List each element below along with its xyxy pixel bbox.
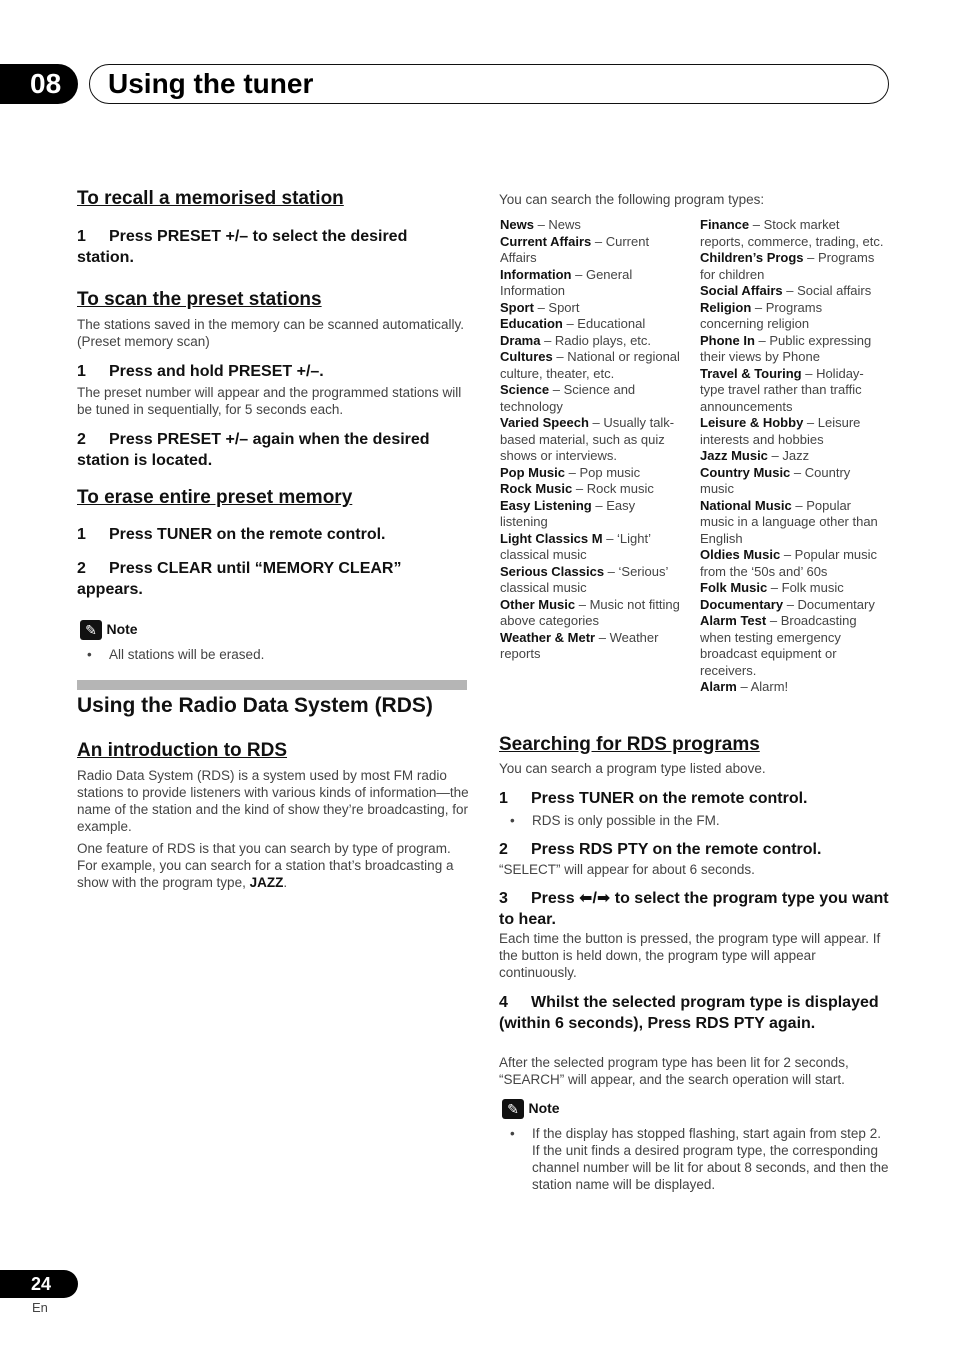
program-type-entry (500, 415, 686, 465)
program-type-description: – Rock music (572, 481, 654, 496)
program-type-entry (700, 679, 886, 696)
program-type-entry (500, 300, 686, 317)
note-label: Note (528, 1100, 560, 1117)
program-type-name: Cultures (500, 349, 553, 364)
search-heading: Searching for RDS programs (499, 734, 760, 755)
program-type-description: – General Information (500, 266, 633, 298)
program-type-description: – Popular music in a language other than English (700, 497, 878, 546)
program-types-column-2 (700, 217, 886, 696)
program-type-description: – Music not fitting above categories (500, 596, 680, 628)
program-type-name: Rock Music (500, 481, 573, 496)
program-type-name: Religion (700, 299, 752, 315)
erase-note (80, 620, 138, 640)
program-type-name: Documentary (700, 596, 784, 612)
program-types-intro: You can search the following program types: (499, 192, 765, 207)
search-note (502, 1099, 560, 1119)
search-note-bullet: • If the display has stopped flashing, start again from step 2. If the unit finds a desired program type, the corresponding channel number will be lit for about 8 seconds, and then the station name will be displayed. (510, 1126, 889, 1192)
program-type-name: Serious Classics (500, 563, 605, 579)
program-type-description: – Stock market reports, commerce, trading, etc. (700, 217, 884, 249)
program-type-name: Finance (700, 217, 750, 232)
search-step-2-body: “SELECT” will appear for about 6 seconds. (499, 862, 755, 877)
program-type-description: – Holiday-type travel rather than traffic announcements (700, 365, 864, 414)
program-type-name: Sport (500, 299, 534, 315)
program-type-name: National Music (700, 497, 792, 513)
program-type-description: – News (533, 217, 581, 232)
scan-step-1: 1 Press and hold PRESET +/–. (77, 363, 324, 380)
program-type-entry (500, 498, 686, 531)
program-type-description: – Folk music (767, 580, 844, 595)
program-type-description: – Leisure interests and hobbies (700, 415, 861, 447)
program-type-name: Oldies Music (700, 547, 781, 562)
erase-step-2: 2 Press CLEAR until “MEMORY CLEAR” appears. (77, 560, 402, 598)
program-type-name: Easy Listening (500, 497, 592, 513)
program-type-entry (500, 382, 686, 415)
program-type-description: – Country music (700, 464, 851, 496)
program-type-name: Science (500, 382, 550, 397)
program-type-description: – Jazz (767, 448, 810, 463)
pencil-note-icon: ✎ (502, 1099, 524, 1119)
recall-step-1: 1 Press PRESET +/– to select the desired station. (77, 228, 408, 266)
program-type-entry (500, 481, 686, 498)
program-type-entry (700, 300, 886, 333)
section-divider-bar (77, 680, 467, 690)
search-step-3-body: Each time the button is pressed, the program type will appear. If the button is held down, the program type will appear continuously. (499, 931, 881, 980)
rds-intro-para-2: One feature of RDS is that you can search by type of program. For example, you can search for a station that’s broadcasting a show with the program type, JAZZ. (77, 841, 454, 890)
erase-step-1: 1 Press TUNER on the remote control. (77, 526, 386, 543)
program-type-name: Pop Music (500, 464, 566, 480)
program-type-entry (700, 217, 886, 250)
program-type-description: – Social affairs (782, 283, 872, 298)
search-step-4: 4 Whilst the selected program type is displayed (within 6 seconds), Press RDS PTY again. (499, 994, 879, 1032)
program-type-description: – Sport (533, 299, 580, 315)
chapter-title: Using the tuner (108, 68, 314, 99)
recall-heading: To recall a memorised station (77, 188, 344, 209)
program-type-entry (700, 415, 886, 448)
erase-note-bullet: • All stations will be erased. (87, 647, 265, 662)
program-type-name: Drama (500, 332, 541, 348)
program-type-name: Travel & Touring (700, 365, 802, 381)
program-type-description: – Popular music from the ‘50s and’ 60s (700, 547, 878, 579)
erase-heading: To erase entire preset memory (77, 487, 353, 508)
program-type-description: – Programs concerning religion (700, 299, 823, 331)
program-type-entry (500, 316, 686, 333)
program-type-name: Varied Speech (500, 415, 589, 430)
chapter-number-badge: 08 (0, 64, 78, 104)
pencil-note-icon: ✎ (80, 620, 102, 640)
program-type-name: Social Affairs (700, 283, 783, 298)
program-type-name: Folk Music (700, 580, 768, 595)
search-step-3: 3 Press ⬅/➡ to select the program type you want to hear. (499, 890, 889, 928)
program-type-entry (700, 283, 886, 300)
program-type-name: Weather & Metr (500, 629, 596, 645)
program-type-entry (700, 597, 886, 614)
program-type-description: – Educational (562, 316, 646, 331)
program-type-name: Jazz Music (700, 448, 768, 463)
search-step-2: 2 Press RDS PTY on the remote control. (499, 841, 822, 858)
program-type-description: – Radio plays, etc. (540, 332, 652, 348)
program-type-entry (700, 366, 886, 416)
program-type-description: – Science and technology (500, 382, 636, 414)
program-type-entry (700, 465, 886, 498)
program-type-entry (700, 580, 886, 597)
program-type-description: – Alarm! (736, 679, 789, 694)
program-type-entry (500, 267, 686, 300)
page-number-badge: 24 (0, 1270, 78, 1298)
program-type-entry (700, 498, 886, 548)
scan-intro: The stations saved in the memory can be scanned automatically. (Preset memory scan) (77, 317, 464, 349)
program-type-entry (500, 564, 686, 597)
program-type-name: Light Classics M (500, 530, 603, 546)
rds-section-heading: Using the Radio Data System (RDS) (77, 694, 433, 717)
program-type-description: – Current Affairs (500, 233, 650, 265)
program-type-name: Current Affairs (500, 233, 592, 249)
program-type-name: Other Music (500, 596, 576, 612)
left-right-arrows-icon: ⬅/➡ (579, 890, 611, 907)
program-type-entry (500, 333, 686, 350)
program-type-description: – Weather reports (500, 629, 659, 661)
scan-step-1-body: The preset number will appear and the programmed stations will be tuned in sequentially, for 5 seconds each. (77, 385, 462, 417)
rds-intro-para-1: Radio Data System (RDS) is a system used by most FM radio stations to provide listeners with various kinds of information—the name of the station and the kind of show they’re broadcasting, for example. (77, 768, 469, 834)
program-type-entry (500, 217, 686, 234)
program-type-entry (500, 465, 686, 482)
search-step-1: 1 Press TUNER on the remote control. (499, 790, 808, 807)
program-type-name: Phone In (700, 332, 755, 348)
program-type-name: Alarm Test (700, 613, 767, 628)
program-type-name: Alarm (700, 679, 737, 694)
program-type-entry (700, 333, 886, 366)
note-label: Note (106, 621, 138, 638)
program-type-entry (700, 250, 886, 283)
program-type-description: – Pop music (565, 464, 641, 480)
program-type-description: – Public expressing their views by Phone (700, 332, 872, 364)
program-type-name: Leisure & Hobby (700, 415, 804, 430)
program-type-entry (500, 349, 686, 382)
program-type-entry (700, 448, 886, 465)
program-type-entry (500, 531, 686, 564)
program-type-description: – ‘Serious’ classical music (500, 563, 668, 595)
program-type-name: Education (500, 316, 563, 331)
program-type-description: – National or regional culture, theater, etc. (500, 349, 680, 381)
scan-heading: To scan the preset stations (77, 289, 322, 310)
program-type-description: – Programs for children (700, 250, 875, 282)
program-type-entry (500, 597, 686, 630)
program-type-description: – ‘Light’ classical music (500, 530, 651, 562)
language-code: En (32, 1300, 48, 1315)
rds-intro-heading: An introduction to RDS (77, 740, 288, 761)
program-type-name: Information (500, 266, 572, 282)
program-type-entry (500, 234, 686, 267)
search-step-1-bullet: • RDS is only possible in the FM. (510, 813, 720, 828)
program-types-column-1 (500, 217, 686, 663)
program-type-description: – Broadcasting when testing emergency broadcast equipment or receivers. (700, 613, 857, 678)
program-type-description: – Easy listening (500, 497, 636, 529)
search-intro: You can search a program type listed above. (499, 761, 766, 776)
program-type-description: – Usually talk-based material, such as quiz shows or interviews. (500, 415, 675, 463)
search-step-4-body: After the selected program type has been lit for 2 seconds, “SEARCH” will appear, and the search operation will start. (499, 1055, 849, 1087)
program-type-name: News (500, 217, 534, 232)
program-type-name: Children’s Progs (700, 250, 804, 265)
program-type-entry (500, 630, 686, 663)
program-type-description: – Documentary (783, 596, 875, 612)
scan-step-2: 2 Press PRESET +/– again when the desired station is located. (77, 431, 430, 469)
program-type-entry (700, 547, 886, 580)
program-type-entry (700, 613, 886, 679)
program-type-name: Country Music (700, 464, 791, 480)
